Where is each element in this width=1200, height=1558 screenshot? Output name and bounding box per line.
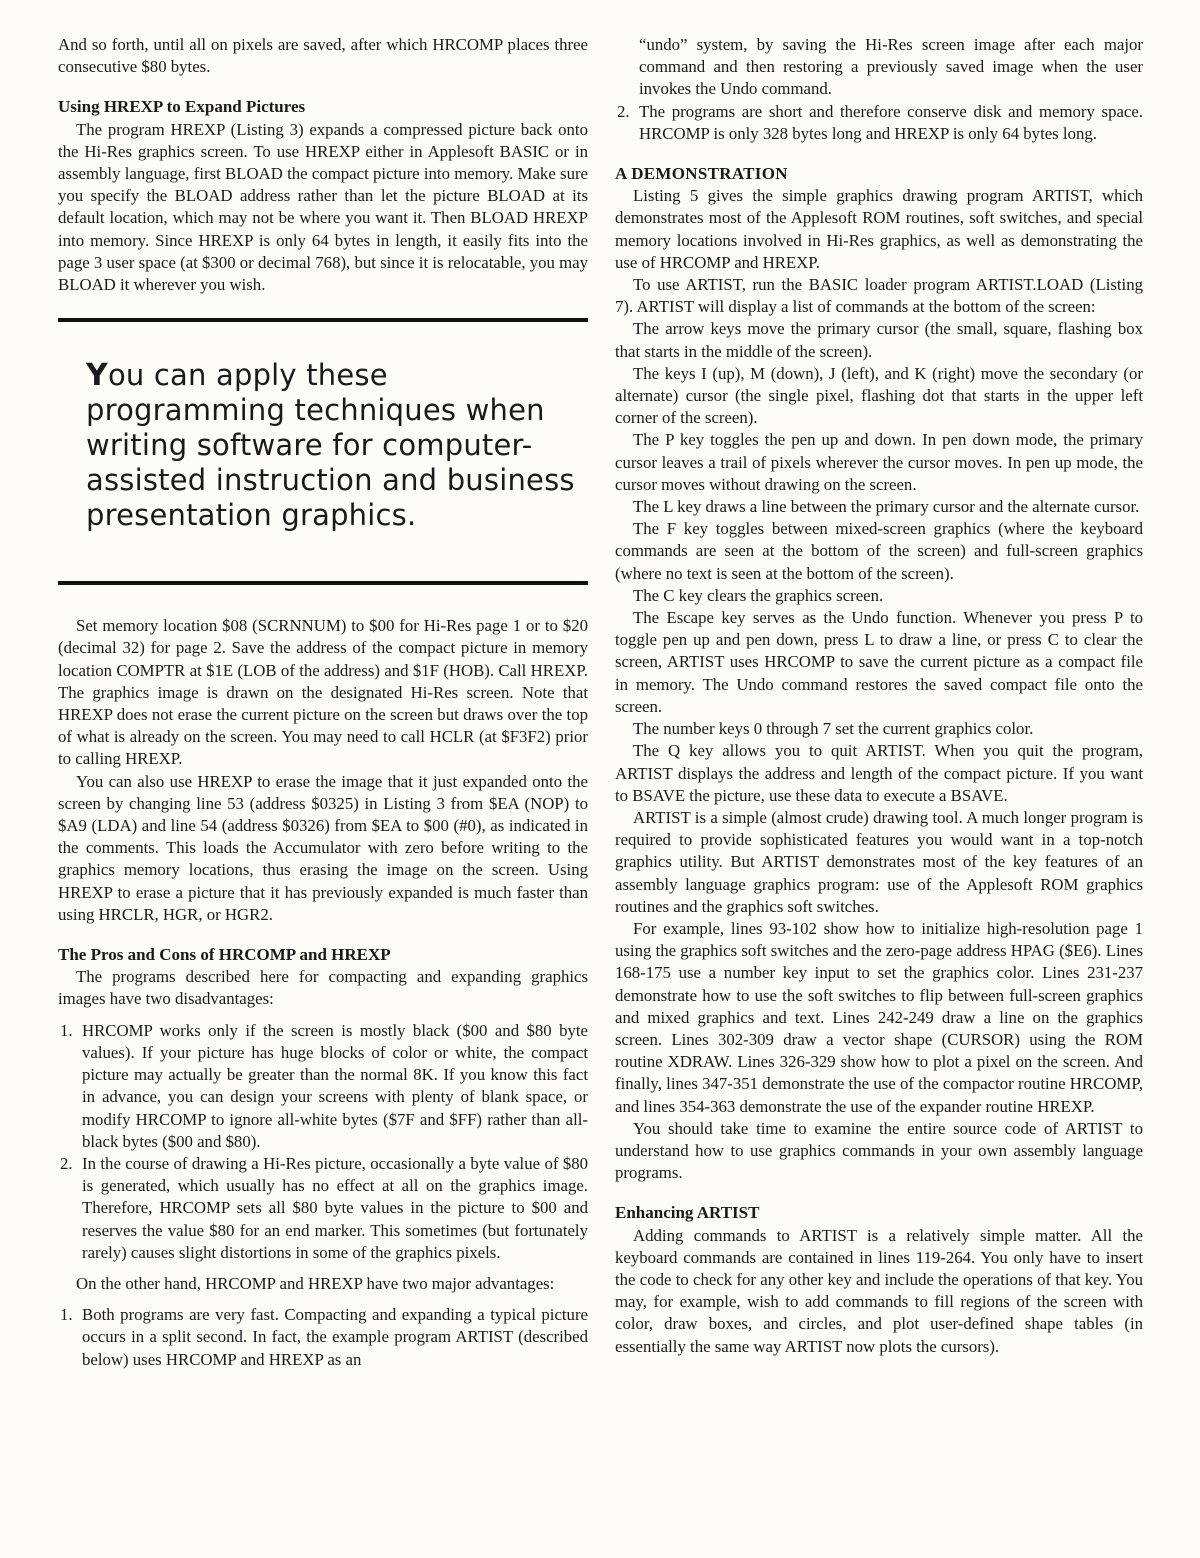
pullquote: [86, 358, 588, 533]
list-item: 2. The programs are short and therefore conserve disk and memory space. HRCOMP is only 328 bytes long and HREXP is only 64 bytes long.: [617, 101, 1143, 143]
paragraph-advantages-intro: On the other hand, HRCOMP and HREXP have two major advantages:: [76, 1273, 555, 1293]
paragraph-erase-image: You can also use HREXP to erase the image that it just expanded onto the screen by changing line 53 (address $0325) in Listing 3 from $EA (NOP) to $A9 (LDA) and line 54 (address $0326) from $EA to $00 (#0), as indicated in the comments. This loads the Accumulator with zero before writing to the graphics memory locations, thus erasing the image on the screen. Using HREXP to erase a picture that it has previously expanded is much faster than using HRCLR, HGR, or HGR2.: [58, 771, 588, 924]
heading-using-hrexp: Using HREXP to Expand Pictures: [58, 97, 306, 117]
paragraph-l-key: The L key draws a line between the primary cursor and the alternate cursor.: [633, 497, 1140, 517]
right-column: [615, 34, 1143, 1358]
paragraph-c-key: The C key clears the graphics screen.: [633, 585, 884, 605]
paragraph-hrcomp-end: And so forth, until all on pixels are saved, after which HRCOMP places three consecutive $80 bytes.: [58, 35, 588, 77]
heading-pros-cons: The Pros and Cons of HRCOMP and HREXP: [58, 945, 391, 965]
paragraph-line-references: For example, lines 93-102 show how to initialize high-resolution page 1 using the graphics soft switches and the zero-page address HPAG ($E6). Lines 168-175 use a number key input to set the graphics color. Lines 231-237 demonstrate how to use the soft switches to flip between full-screen graphics and mixed graphics and text. Lines 242-249 draw a line on the graphics screen. Lines 302-309 draw a vector shape (CURSOR) using the ROM routine XDRAW. Lines 326-329 show how to plot a pixel on the screen. And finally, lines 347-351 demonstrate the use of the compactor routine HRCOMP, and lines 354-363 demonstrate the use of the expander routine HREXP.: [615, 918, 1143, 1116]
paragraph-listing-5: Listing 5 gives the simple graphics drawing program ARTIST, which demonstrates most of the Applesoft ROM routines, soft switches, and special memory locations involved in Hi-Res graphics, as well as demonstrating the use of HRCOMP and HREXP.: [615, 186, 1143, 272]
paragraph-artist-simple: ARTIST is a simple (almost crude) drawing tool. A much longer program is required to provide sophisticated features you would want in a top-notch graphics utility. But ARTIST demonstrates most of the key features of an assembly language graphics program: use of the Applesoft ROM graphics routines and the graphics soft switches.: [615, 807, 1143, 916]
paragraph-memory-setup: Set memory location $08 (SCRNNUM) to $00 for Hi-Res page 1 or to $20 (decimal 32) for page 2. Save the address of the compact picture in memory location COMPTR at $1E (LOB of the address) and $1F (HOB). Call HREXP. The graphics image is drawn on the designated Hi-Res screen. Note that HREXP does not erase the current picture on the screen but draws over the top of what is already on the screen. You may need to call HCLR (at $F3F2) prior to calling HREXP.: [58, 616, 588, 769]
paragraph-number-keys: The number keys 0 through 7 set the current graphics color.: [633, 719, 1034, 739]
paragraph-arrow-keys: The arrow keys move the primary cursor (the small, square, flashing box that starts in the middle of the screen).: [615, 319, 1143, 361]
list-item: 1. Both programs are very fast. Compacting and expanding a typical picture occurs in a split second. In fact, the example program ARTIST (described below) uses HRCOMP and HREXP as an: [60, 1305, 588, 1369]
list-item: 1. HRCOMP works only if the screen is mostly black ($00 and $80 byte values). If your picture has huge blocks of color or white, the compact picture may actually be greater than the normal 8K. If you know this fact in advance, you can design your screens with plenty of blank space, or modify HRCOMP to ignore all-white bytes ($7F and $FF) rather than all-black bytes ($00 and $80).: [60, 1020, 588, 1151]
paragraph-f-key: The F key toggles between mixed-screen graphics (where the keyboard commands are seen at the bottom of the screen) and full-screen graphics (where no text is seen at the bottom of the screen).: [615, 519, 1143, 583]
left-column: [58, 34, 588, 1371]
paragraph-examine-source: You should take time to examine the entire source code of ARTIST to understand how to use graphics commands in your own assembly language programs.: [615, 1118, 1143, 1183]
heading-enhancing-artist: Enhancing ARTIST: [615, 1203, 760, 1223]
paragraph-p-key: The P key toggles the pen up and down. In pen down mode, the primary cursor leaves a trail of pixels wherever the cursor moves. In pen up mode, the cursor moves without drawing on the screen.: [615, 430, 1143, 494]
paragraph-artist-load: To use ARTIST, run the BASIC loader program ARTIST.LOAD (Listing 7). ARTIST will display a list of commands at the bottom of the screen:: [615, 275, 1143, 317]
paragraph-escape-key: The Escape key serves as the Undo function. Whenever you press P to toggle pen up and pen down, press L to draw a line, or press C to clear the screen, ARTIST uses HRCOMP to save the current picture as a compact file in memory. The Undo command restores the saved compact file onto the screen.: [615, 608, 1143, 716]
heading-demonstration: A DEMONSTRATION: [615, 164, 788, 184]
disadvantages-list: [58, 1020, 588, 1264]
pullquote-initial: Y: [86, 358, 108, 394]
list-item: “undo” system, by saving the Hi-Res screen image after each major command and then restoring a previously saved image when the user invokes the Undo command.: [639, 35, 1143, 99]
pullquote-top-rule: [58, 318, 588, 322]
paragraph-disadvantages-intro: The programs described here for compacting and expanding graphics images have two disadvantages:: [58, 967, 588, 1009]
paragraph-ijkm-keys: The keys I (up), M (down), J (left), and K (right) move the secondary (or alternate) cursor (the single pixel, flashing dot that starts in the upper left corner of the screen).: [615, 363, 1143, 428]
advantages-list-continued: [615, 34, 1143, 145]
pullquote-text: ou can apply these programming techniques when writing software for computer-assisted instruction and business presentation graphics.: [86, 358, 575, 533]
paragraph-q-key: The Q key allows you to quit ARTIST. When you quit the program, ARTIST displays the address and length of the compact picture. If you want to BSAVE the picture, use these data to execute a BSAVE.: [615, 741, 1143, 805]
list-item: 2. In the course of drawing a Hi-Res picture, occasionally a byte value of $80 is generated, which usually has no effect at all on the graphics image. Therefore, HRCOMP sets all $80 byte values in the picture to $00 and reserves the value $80 for an end marker. This sometimes (but fortunately rarely) causes slight distortions in some of the graphics pixels.: [60, 1153, 588, 1262]
paragraph-hrexp-intro: The program HREXP (Listing 3) expands a compressed picture back onto the Hi-Res graphics screen. To use HREXP either in Applesoft BASIC or in assembly language, first BLOAD the compact picture into memory. Make sure you specify the BLOAD address rather than let the picture BLOAD at its default location, which may not be where you want it. Then BLOAD HREXP into memory. Since HREXP is only 64 bytes in length, it easily fits into the page 3 user space (at $300 or decimal 768), but since it is relocatable, you may BLOAD it wherever you wish.: [58, 119, 588, 295]
advantages-list: [58, 1304, 588, 1371]
paragraph-adding-commands: Adding commands to ARTIST is a relatively simple matter. All the keyboard commands are contained in lines 119-264. You only have to insert the code to check for any other key and include the operations of that key. You may, for example, wish to add commands to fill regions of the screen with color, draw boxes, and circles, and plot user-defined shape tables (in essentially the same way ARTIST now plots the cursors).: [615, 1225, 1143, 1356]
